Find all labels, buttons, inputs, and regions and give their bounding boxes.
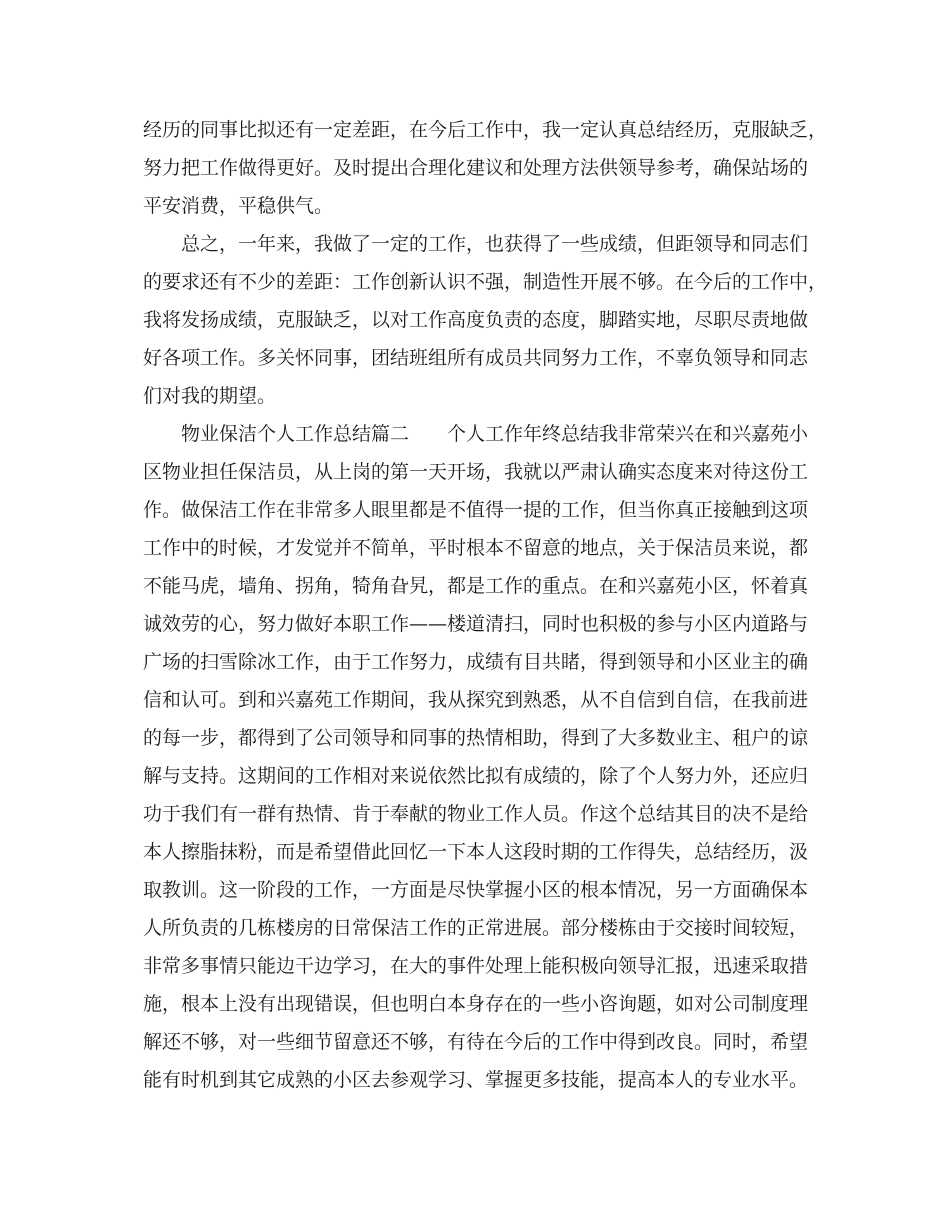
paragraph-3-line-13: 取教训。这一阶段的工作，一方面是尽快掌握小区的根本情况，另一方面确保本 bbox=[143, 879, 809, 901]
paragraph-3-line-1-text: 个人工作年终总结我非常荣兴在和兴嘉苑小 bbox=[447, 423, 809, 445]
paragraph-3-line-8: 信和认可。到和兴嘉苑工作期间，我从探究到熟悉，从不自信到自信，在我前进 bbox=[143, 689, 809, 711]
paragraph-2-line-5: 们对我的期望。 bbox=[143, 385, 277, 407]
paragraph-3-line-12: 本人擦脂抹粉，而是希望借此回忆一下本人这段时期的工作得失，总结经历，汲 bbox=[143, 841, 809, 863]
paragraph-3-line-5: 不能马虎，墙角、拐角，犄角旮旯，都是工作的重点。在和兴嘉苑小区，怀着真 bbox=[143, 575, 809, 597]
paragraph-2-line-3: 我将发扬成绩，克服缺乏，以对工作高度负责的态度，脚踏实地，尽职尽责地做 bbox=[143, 309, 809, 331]
paragraph-3-line-18: 能有时机到其它成熟的小区去参观学习、掌握更多技能，提高本人的专业水平。 bbox=[143, 1069, 809, 1091]
paragraph-3-line-4: 工作中的时候，才发觉并不简单，平时根本不留意的地点，关于保洁员来说，都 bbox=[143, 537, 809, 559]
paragraph-3-line-15: 非常多事情只能边干边学习，在大的事件处理上能积极向领导汇报，迅速采取措 bbox=[143, 955, 809, 977]
paragraph-3-line-3: 作。做保洁工作在非常多人眼里都是不值得一提的工作，但当你真正接触到这项 bbox=[143, 499, 809, 521]
paragraph-1-line-1: 经历的同事比拟还有一定差距，在今后工作中，我一定认真总结经历，克服缺乏， bbox=[143, 119, 828, 141]
section-heading: 物业保洁个人工作总结篇二 bbox=[181, 423, 410, 445]
paragraph-3-line-6: 诚效劳的心，努力做好本职工作——楼道清扫，同时也积极的参与小区内道路与 bbox=[143, 613, 809, 635]
paragraph-1-line-3: 平安消费，平稳供气。 bbox=[143, 195, 334, 217]
paragraph-2-line-4: 好各项工作。多关怀同事，团结班组所有成员共同努力工作，不辜负领导和同志 bbox=[143, 347, 809, 369]
paragraph-3-line-2: 区物业担任保洁员，从上岗的第一天开场，我就以严肃认确实态度来对待这份工 bbox=[143, 461, 809, 483]
paragraph-2-line-2: 的要求还有不少的差距：工作创新认识不强，制造性开展不够。在今后的工作中， bbox=[143, 271, 828, 293]
paragraph-1-line-2: 努力把工作做得更好。及时提出合理化建议和处理方法供领导参考，确保站场的 bbox=[143, 157, 809, 179]
paragraph-3-line-10: 解与支持。这期间的工作相对来说依然比拟有成绩的，除了个人努力外，还应归 bbox=[143, 765, 809, 787]
paragraph-3-line-1 bbox=[181, 422, 808, 446]
paragraph-2-line-1: 总之，一年来，我做了一定的工作，也获得了一些成绩，但距领导和同志们 bbox=[181, 233, 809, 255]
paragraph-3-line-17: 解还不够，对一些细节留意还不够，有待在今后的工作中得到改良。同时，希望 bbox=[143, 1031, 809, 1053]
paragraph-3-line-9: 的每一步，都得到了公司领导和同事的热情相助，得到了大多数业主、租户的谅 bbox=[143, 727, 809, 749]
paragraph-3-line-16: 施，根本上没有出现错误，但也明白本身存在的一些小咨询题，如对公司制度理 bbox=[143, 993, 809, 1015]
paragraph-3-line-11: 功于我们有一群有热情、肯于奉献的物业工作人员。作这个总结其目的决不是给 bbox=[143, 803, 809, 825]
paragraph-3-line-7: 广场的扫雪除冰工作，由于工作努力，成绩有目共睹，得到领导和小区业主的确 bbox=[143, 651, 809, 673]
paragraph-3-line-14: 人所负责的几栋楼房的日常保洁工作的正常进展。部分楼栋由于交接时间较短， bbox=[143, 917, 809, 939]
